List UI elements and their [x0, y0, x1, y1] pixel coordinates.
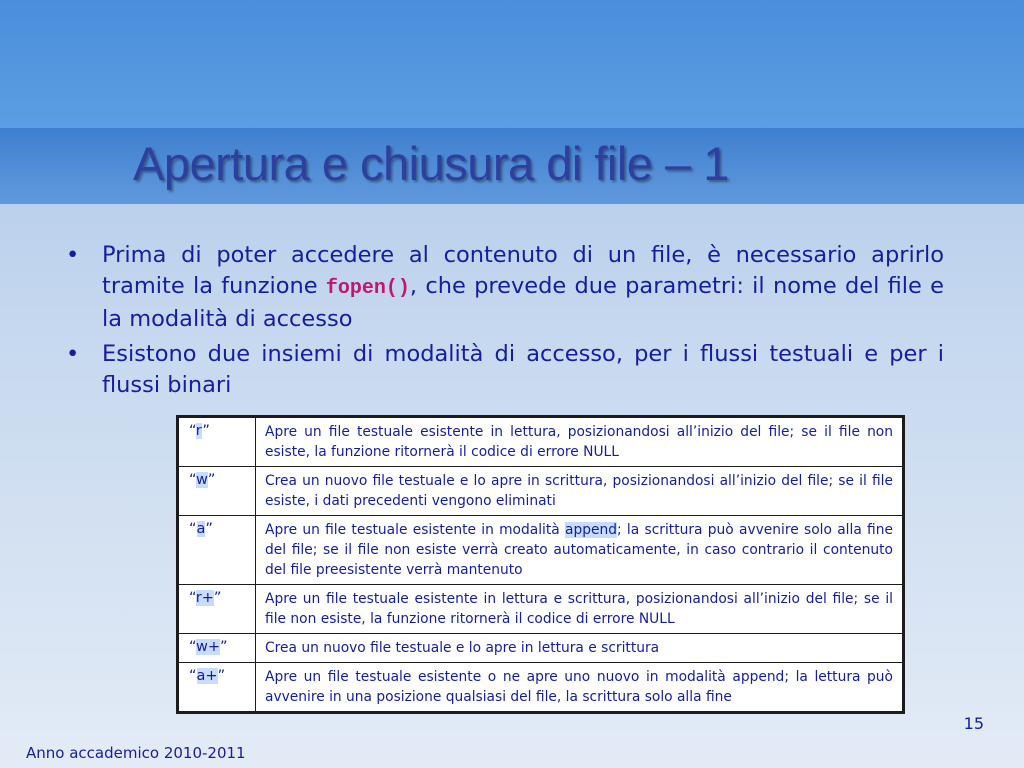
- desc-pre: Apre un file testuale esistente in modalità: [265, 522, 566, 538]
- table-row: [178, 417, 904, 467]
- quote-close: ”: [220, 639, 228, 655]
- bullet-icon: •: [66, 242, 80, 268]
- page-number: 15: [963, 714, 984, 733]
- mode-description: Apre un file testuale esistente o ne apre uno nuovo in modalità append; la lettura può avvenire in una posizione qualsiasi del file, la scrittura solo alla fine: [256, 663, 904, 713]
- mode-description: Apre un file testuale esistente in lettura, posizionandosi all’inizio del file; se il file non esiste, la funzione ritornerà il codice di errore NULL: [256, 417, 904, 467]
- mode-code: w: [196, 472, 208, 488]
- bullet-icon: •: [66, 341, 80, 367]
- desc-post: ; la scrittura può avvenire solo alla fine del file; se il file non esiste verrà creato automaticamente, in caso contrario il contenuto del file preesistente verrà mantenuto: [265, 522, 893, 578]
- bullet-text-post: , che prevede due parametri: il nome del file e la modalità di accesso: [102, 273, 945, 332]
- bullet-text-pre: Prima di poter accedere al contenuto di un file, è necessario aprirlo tramite la funzione: [102, 242, 944, 299]
- mode-cell: [178, 417, 256, 467]
- quote-open: “: [189, 472, 196, 488]
- mode-cell: [178, 516, 256, 585]
- mode-code: a+: [196, 668, 218, 684]
- table-row: [178, 467, 904, 516]
- mode-code: r+: [195, 590, 214, 606]
- slide-title: Apertura e chiusura di file – 1: [133, 137, 729, 190]
- footer-academic-year: Anno accademico 2010-2011: [26, 744, 246, 762]
- mode-cell: [178, 663, 256, 713]
- mode-description: Crea un nuovo file testuale e lo apre in scrittura, posizionandosi all’inizio del file; se il file esiste, i dati precedenti vengono eliminati: [256, 467, 904, 516]
- header-top-band: [0, 0, 1024, 128]
- mode-description: [256, 516, 904, 585]
- bullet-item-modes: [64, 339, 944, 401]
- fopen-code: fopen(): [325, 277, 410, 300]
- mode-cell: [178, 634, 256, 663]
- quote-close: ”: [205, 521, 213, 537]
- mode-code: r: [195, 423, 203, 439]
- append-keyword: append: [565, 522, 617, 538]
- quote-open: “: [189, 590, 196, 606]
- quote-open: “: [189, 423, 196, 439]
- mode-description: Crea un nuovo file testuale e lo apre in lettura e scrittura: [256, 634, 904, 663]
- access-modes-table: [176, 415, 905, 714]
- mode-cell: [178, 467, 256, 516]
- table-row: [178, 634, 904, 663]
- mode-code: a: [196, 521, 206, 537]
- mode-cell: [178, 585, 256, 634]
- quote-close: ”: [217, 668, 226, 684]
- bullet-text: Esistono due insiemi di modalità di accesso, per i flussi testuali e per i flussi binari: [102, 341, 944, 398]
- quote-open: “: [189, 668, 197, 684]
- bullet-list: [64, 240, 944, 405]
- quote-open: “: [189, 521, 197, 537]
- table-row: [178, 663, 904, 713]
- quote-close: ”: [213, 590, 222, 606]
- table-row: [178, 516, 904, 585]
- table-row: [178, 585, 904, 634]
- quote-open: “: [189, 639, 196, 655]
- quote-close: ”: [207, 472, 216, 488]
- bullet-item-fopen: [64, 240, 944, 335]
- quote-close: ”: [202, 423, 210, 439]
- mode-code: w+: [196, 639, 221, 655]
- mode-description: Apre un file testuale esistente in lettura e scrittura, posizionandosi all’inizio del file; se il file non esiste, la funzione ritornerà il codice di errore NULL: [256, 585, 904, 634]
